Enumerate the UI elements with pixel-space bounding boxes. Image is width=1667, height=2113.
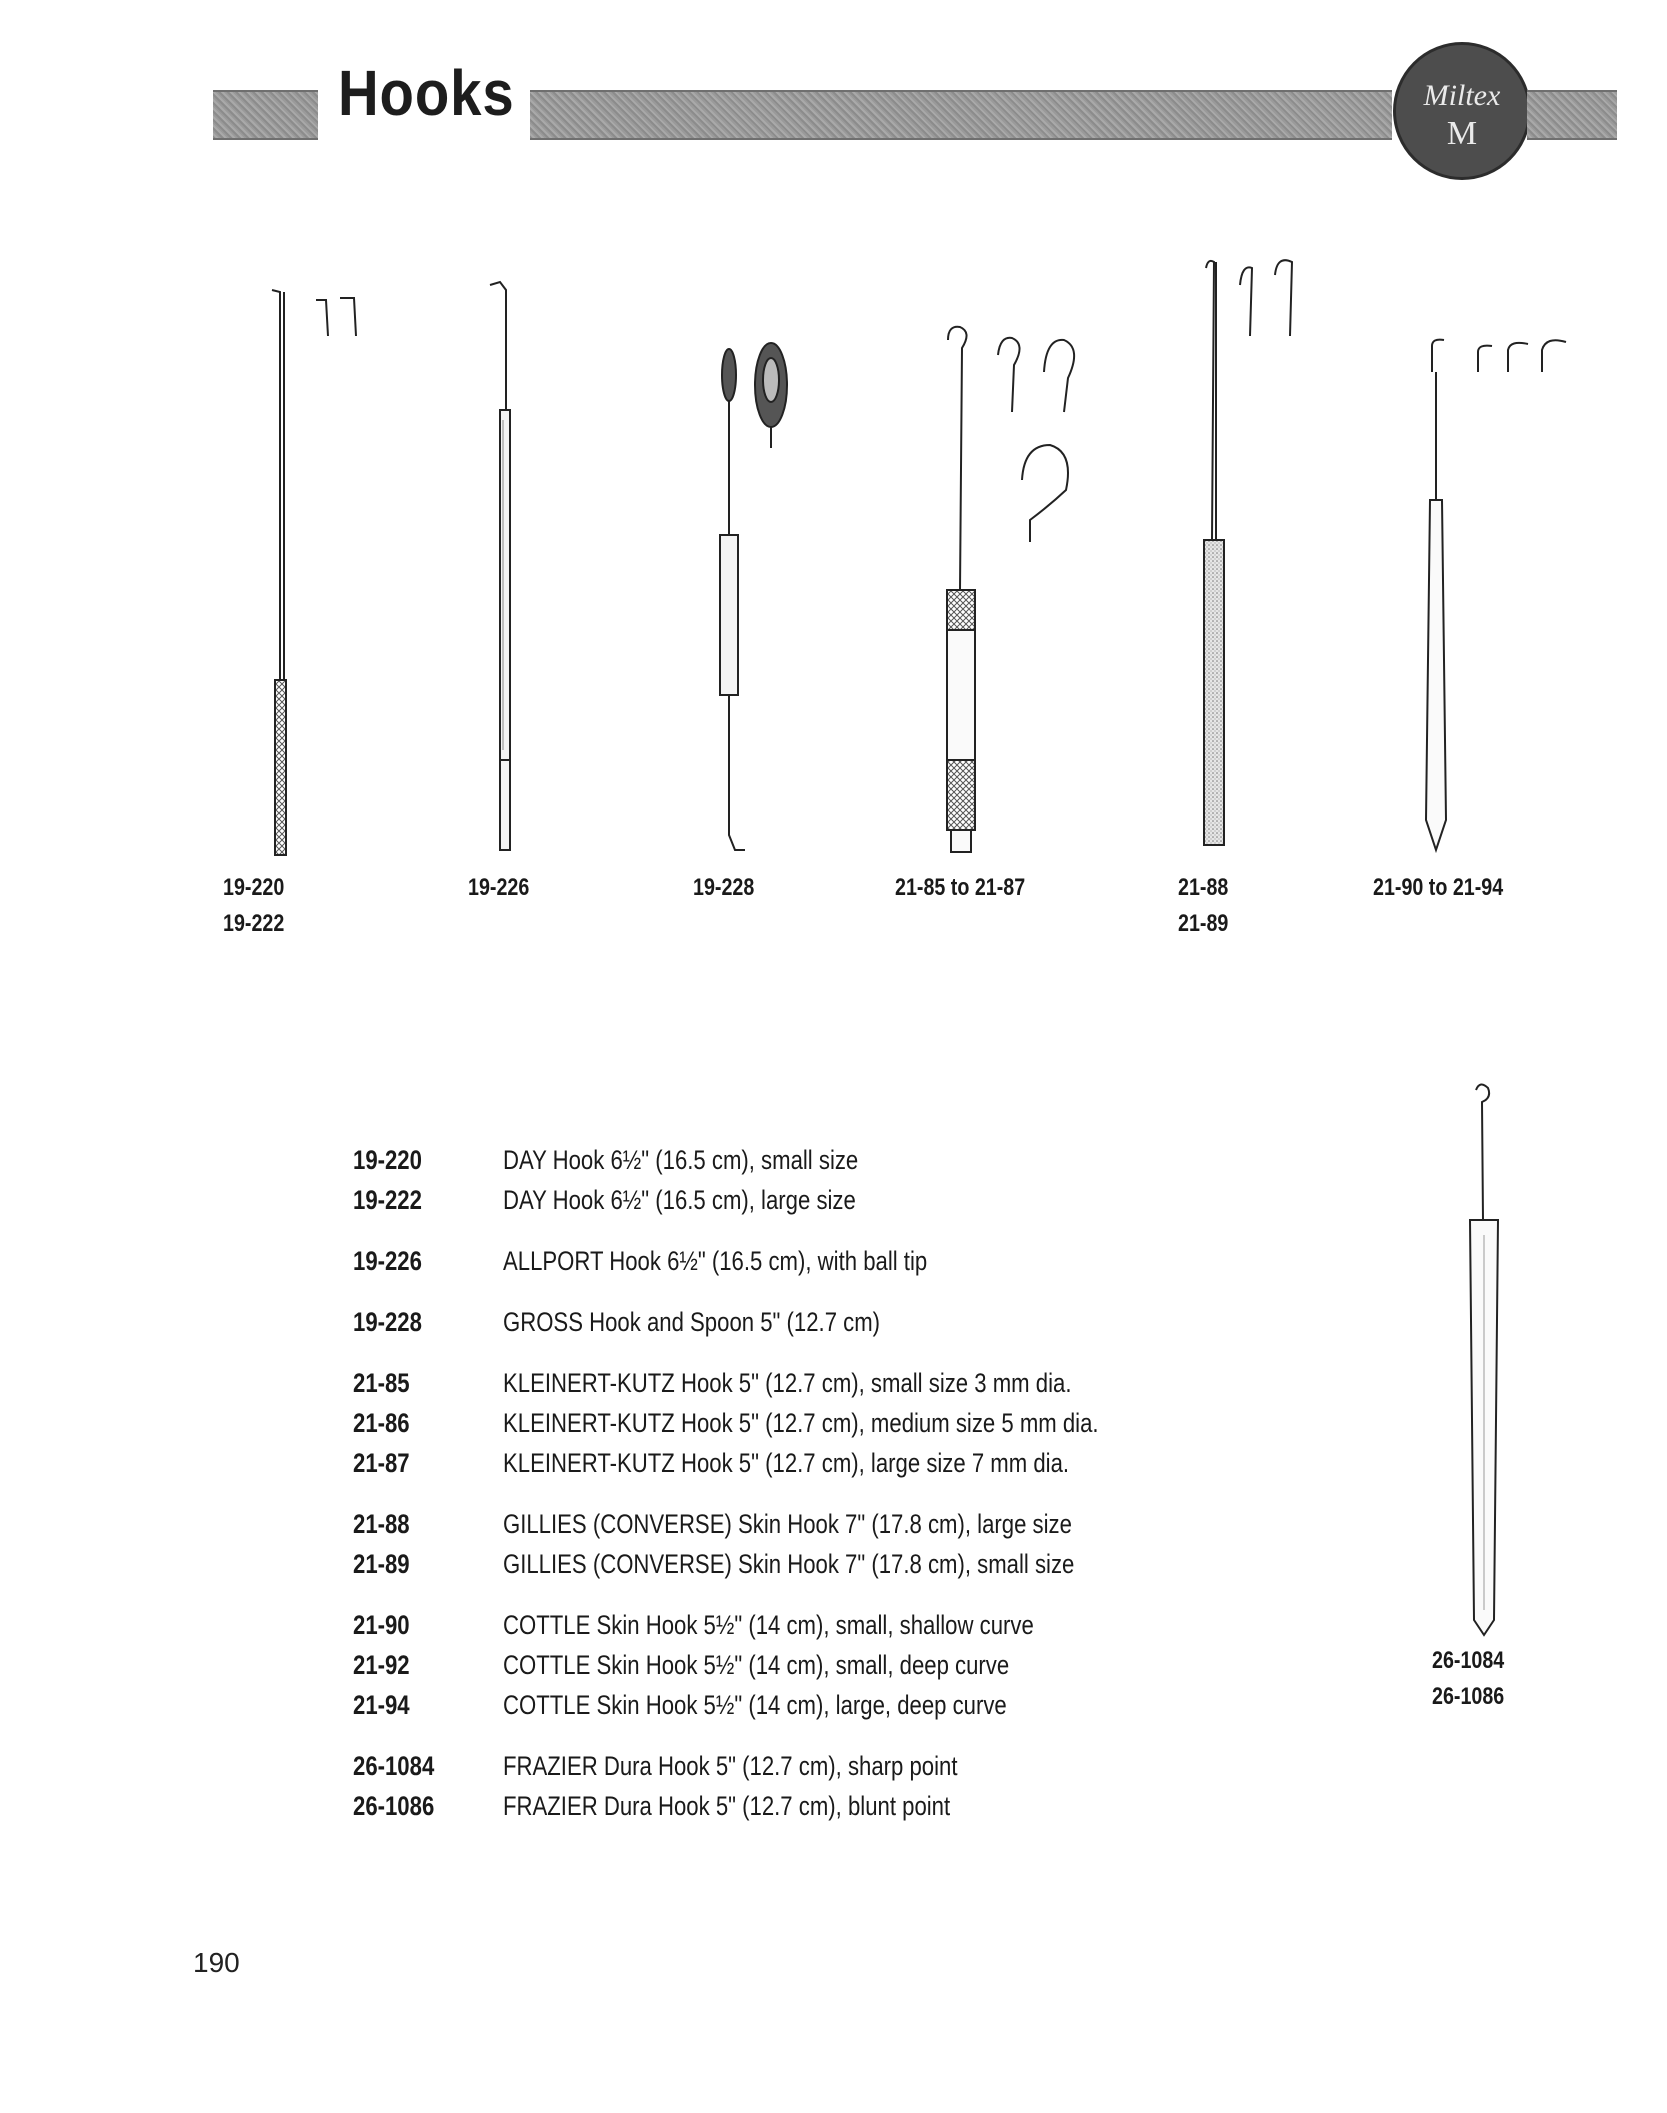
allport-hook-drawing <box>490 282 510 850</box>
caption-line: 19-220 <box>223 874 285 901</box>
header-band-middle <box>530 90 1392 140</box>
catalog-row <box>353 1185 1253 1225</box>
item-description: DAY Hook 6½" (16.5 cm), small size <box>503 1145 859 1175</box>
day-hook-drawing <box>272 290 356 855</box>
item-description: DAY Hook 6½" (16.5 cm), large size <box>503 1185 856 1215</box>
catalog-row <box>353 1145 1253 1185</box>
item-code: 21-92 <box>353 1650 410 1680</box>
catalog-row <box>353 1549 1253 1589</box>
item-code: 21-86 <box>353 1408 410 1438</box>
catalog-row <box>353 1690 1253 1730</box>
frazier-dura-hook-drawing <box>1470 1084 1498 1635</box>
item-code: 26-1084 <box>353 1751 435 1781</box>
caption-line: 26-1086 <box>1432 1683 1505 1710</box>
item-description: COTTLE Skin Hook 5½" (14 cm), large, deep curve <box>503 1690 1007 1720</box>
logo-wordmark: Miltex <box>1423 79 1501 112</box>
header-band-left <box>213 90 318 140</box>
item-description: KLEINERT-KUTZ Hook 5" (12.7 cm), small size 3 mm dia. <box>503 1368 1072 1398</box>
item-description: FRAZIER Dura Hook 5" (12.7 cm), sharp point <box>503 1751 958 1781</box>
miltex-logo <box>1393 42 1531 180</box>
caption-allport-hook <box>468 870 529 906</box>
logo-monogram: M <box>1446 115 1478 152</box>
caption-line: 19-222 <box>223 910 285 937</box>
gillies-skin-hook-drawing <box>1204 260 1292 845</box>
header-band-right <box>1527 90 1617 140</box>
caption-kleinert-kutz-hook <box>895 870 1025 906</box>
catalog-row <box>353 1791 1253 1831</box>
caption-cottle-hook <box>1373 870 1503 906</box>
catalog-row <box>353 1751 1253 1791</box>
catalog-group-gillies <box>353 1509 1253 1589</box>
catalog-row <box>353 1610 1253 1650</box>
item-code: 21-88 <box>353 1509 410 1539</box>
item-code: 19-228 <box>353 1307 422 1337</box>
caption-frazier-hook <box>1432 1643 1504 1715</box>
item-code: 21-90 <box>353 1610 410 1640</box>
catalog-group-day <box>353 1145 1253 1225</box>
caption-line: 21-85 to 21-87 <box>895 874 1026 901</box>
catalog-row <box>353 1650 1253 1690</box>
item-description: ALLPORT Hook 6½" (16.5 cm), with ball tip <box>503 1246 928 1276</box>
page-number: 190 <box>193 1947 240 1978</box>
catalog-row <box>353 1307 1253 1347</box>
caption-gillies-hook <box>1178 870 1228 942</box>
caption-line: 19-228 <box>693 874 755 901</box>
item-code: 19-220 <box>353 1145 422 1175</box>
item-code: 21-89 <box>353 1549 410 1579</box>
item-description: FRAZIER Dura Hook 5" (12.7 cm), blunt point <box>503 1791 951 1821</box>
caption-line: 21-88 <box>1178 874 1229 901</box>
catalog-group-cottle <box>353 1610 1253 1730</box>
cottle-skin-hook-drawing <box>1426 340 1566 850</box>
item-code: 21-94 <box>353 1690 410 1720</box>
catalog-row <box>353 1509 1253 1549</box>
item-description: COTTLE Skin Hook 5½" (14 cm), small, shallow curve <box>503 1610 1034 1640</box>
caption-line: 19-226 <box>468 874 530 901</box>
item-code: 19-226 <box>353 1246 422 1276</box>
catalog-group-gross <box>353 1307 1253 1347</box>
gross-hook-spoon-drawing <box>720 343 787 850</box>
caption-line: 26-1084 <box>1432 1647 1505 1674</box>
catalog-group-allport <box>353 1246 1253 1286</box>
caption-line: 21-89 <box>1178 910 1229 937</box>
caption-day-hook <box>223 870 284 942</box>
catalog-row <box>353 1368 1253 1408</box>
kleinert-kutz-hook-drawing <box>947 327 1074 852</box>
catalog-group-frazier <box>353 1751 1253 1831</box>
item-description: KLEINERT-KUTZ Hook 5" (12.7 cm), large size 7 mm dia. <box>503 1448 1070 1478</box>
item-description: KLEINERT-KUTZ Hook 5" (12.7 cm), medium size 5 mm dia. <box>503 1408 1099 1438</box>
item-code: 21-85 <box>353 1368 410 1398</box>
catalog-row <box>353 1448 1253 1488</box>
item-description: GILLIES (CONVERSE) Skin Hook 7" (17.8 cm), large size <box>503 1509 1072 1539</box>
catalog-row <box>353 1246 1253 1286</box>
item-code: 21-87 <box>353 1448 410 1478</box>
catalog-row <box>353 1408 1253 1448</box>
item-code: 19-222 <box>353 1185 422 1215</box>
catalog-group-kleinert-kutz <box>353 1368 1253 1488</box>
catalog-list <box>353 1145 1253 1852</box>
item-description: GILLIES (CONVERSE) Skin Hook 7" (17.8 cm), small size <box>503 1549 1075 1579</box>
page-title: Hooks <box>338 57 515 129</box>
caption-line: 21-90 to 21-94 <box>1373 874 1504 901</box>
item-code: 26-1086 <box>353 1791 435 1821</box>
item-description: GROSS Hook and Spoon 5" (12.7 cm) <box>503 1307 881 1337</box>
caption-gross-hook <box>693 870 754 906</box>
item-description: COTTLE Skin Hook 5½" (14 cm), small, deep curve <box>503 1650 1010 1680</box>
